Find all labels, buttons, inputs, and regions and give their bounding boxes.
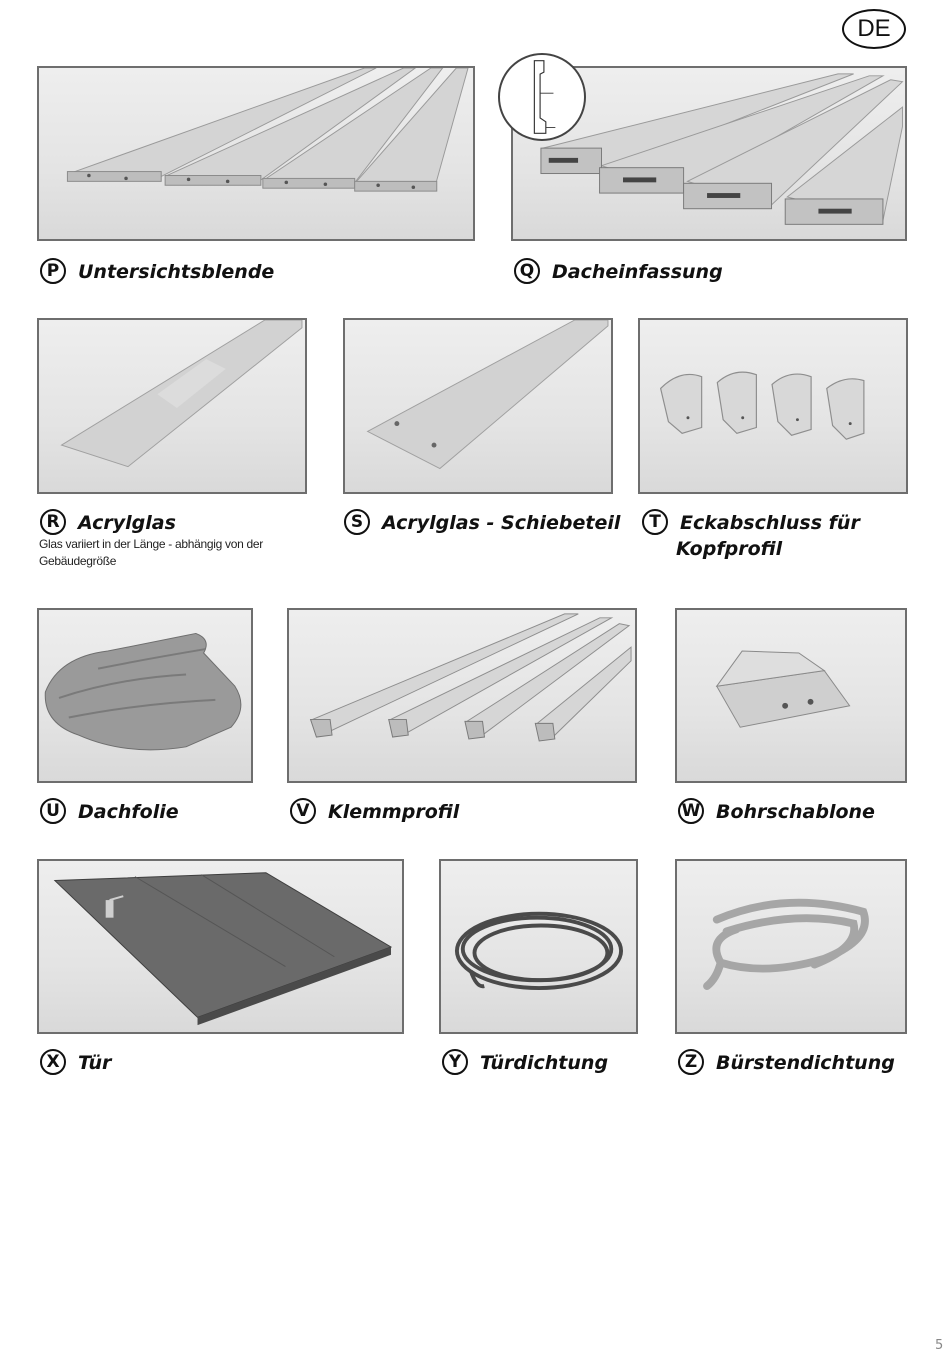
photo-eckabschluss (638, 318, 908, 494)
door-seal-illustration (441, 861, 636, 1032)
photo-untersichtsblende (37, 66, 475, 241)
clamp-profiles-illustration (289, 610, 635, 781)
item-name: Dacheinfassung (552, 261, 723, 283)
item-letter: Y (442, 1049, 468, 1075)
item-name: Acrylglas - Schiebeteil (382, 512, 621, 534)
photo-bohrschablone (675, 608, 907, 783)
item-name: Bürstendichtung (716, 1052, 895, 1074)
item-letter: W (678, 798, 704, 824)
caption-tuerdichtung (442, 1050, 608, 1076)
item-name-line2: Kopfprofil (676, 538, 783, 560)
caption-klemmprofil (290, 799, 459, 825)
corner-caps-illustration (640, 320, 906, 492)
item-letter: Z (678, 1049, 704, 1075)
item-letter: U (40, 798, 66, 824)
roof-membrane-illustration (39, 610, 251, 781)
language-badge: DE (842, 9, 906, 49)
caption-dachfolie (40, 799, 179, 825)
photo-buerstendichtung (675, 859, 907, 1034)
brush-seal-illustration (677, 861, 905, 1032)
sliding-acrylic-sheet-illustration (345, 320, 611, 492)
caption-bohrschablone (678, 799, 875, 825)
photo-tuer (37, 859, 404, 1034)
item-letter: P (40, 258, 66, 284)
item-name: Untersichtsblende (78, 261, 275, 283)
acrylglas-note: Glas variiert in der Länge - abhängig von der Gebäudegröße (39, 537, 263, 568)
item-name: Türdichtung (480, 1052, 609, 1074)
door-panel-illustration (39, 861, 402, 1032)
item-name: Tür (78, 1052, 112, 1074)
page-number: 5 (935, 1338, 944, 1353)
item-name: Bohrschablone (716, 801, 875, 823)
acrylic-sheet-illustration (39, 320, 305, 492)
item-name: Acrylglas (78, 512, 176, 534)
photo-dachfolie (37, 608, 253, 783)
caption-dacheinfassung (514, 259, 723, 285)
photo-tuerdichtung (439, 859, 638, 1034)
caption-tuer (40, 1050, 111, 1076)
item-letter: V (290, 798, 316, 824)
item-letter: S (344, 509, 370, 535)
item-letter: R (40, 509, 66, 535)
drill-template-illustration (677, 610, 905, 781)
caption-acrylglas (40, 510, 176, 536)
caption-buerstendichtung (678, 1050, 895, 1076)
caption-untersichtsblende (40, 259, 274, 285)
item-name-line1: Eckabschluss für (680, 512, 860, 534)
item-letter: Q (514, 258, 540, 284)
item-letter: T (642, 509, 668, 535)
item-name: Dachfolie (78, 801, 179, 823)
photo-acrylglas-schiebeteil (343, 318, 613, 494)
caption-acrylglas-schiebeteil (344, 510, 620, 536)
photo-acrylglas (37, 318, 307, 494)
item-name: Klemmprofil (328, 801, 460, 823)
item-letter: X (40, 1049, 66, 1075)
caption-eckabschluss (642, 510, 860, 562)
soffit-panels-illustration (39, 68, 473, 239)
profile-detail-icon (498, 53, 586, 141)
photo-klemmprofil (287, 608, 637, 783)
